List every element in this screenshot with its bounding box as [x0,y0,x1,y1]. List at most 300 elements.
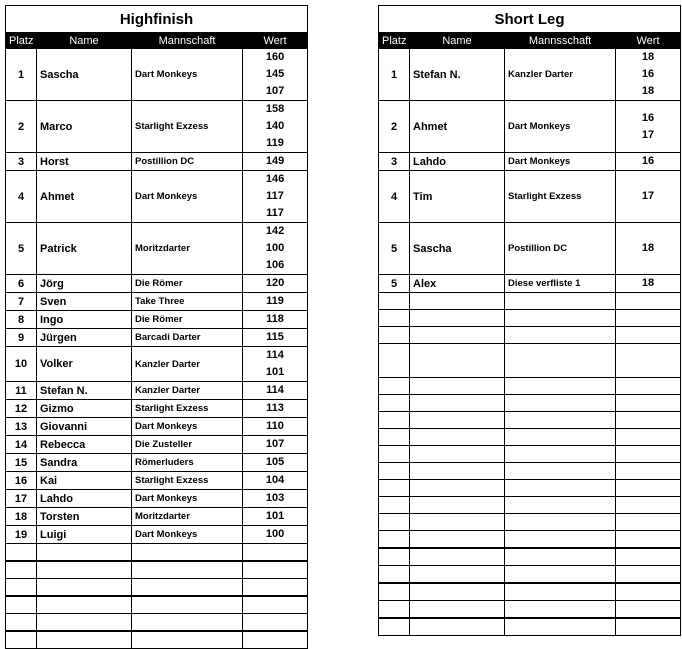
table-row [379,514,681,531]
name-cell [410,395,505,412]
wert-value: 118 [266,313,284,325]
table-row [6,329,308,347]
platz-cell [379,463,410,480]
empty-cell [132,614,243,632]
empty-cell [505,548,616,566]
empty-cell [379,601,410,619]
wert-value: 101 [265,510,285,522]
platz-cell: 10 [6,347,37,382]
platz-cell [379,395,410,412]
wert-cell [616,446,681,463]
team-cell: Kanzler Darter [132,382,243,400]
team-cell: Kanzler Darter [505,49,616,101]
platz-cell: 17 [6,490,37,508]
wert-value: 103 [265,492,285,504]
platz-cell: 3 [379,153,410,171]
name-cell: Lahdo [410,153,505,171]
table-row [379,429,681,446]
table-row [379,412,681,429]
empty-cell [243,596,308,614]
wert-cell [616,293,681,310]
table-row [379,49,681,101]
highfinish-table [5,5,308,649]
wert-value: 110 [266,420,284,432]
wert-value: 18 [641,277,655,289]
empty-row [6,614,308,632]
empty-cell [6,631,37,649]
empty-cell [6,614,37,632]
table-row [379,497,681,514]
empty-cell [379,548,410,566]
name-cell: Tim [410,171,505,223]
platz-cell [379,480,410,497]
wert-cell [616,49,681,101]
empty-cell [37,561,132,579]
team-cell: Starlight Exzess [132,472,243,490]
col-header-wert: Wert [243,33,308,49]
table-row [6,347,308,382]
empty-cell [410,618,505,636]
table-row [379,327,681,344]
wert-value: 146 [265,173,285,185]
platz-cell: 3 [6,153,37,171]
wert-cell [243,436,308,454]
team-cell: Diese verfliste 1 [505,275,616,293]
wert-cell [616,412,681,429]
empty-row [6,631,308,649]
empty-cell [37,596,132,614]
empty-cell [132,544,243,562]
name-cell: Sascha [410,223,505,275]
empty-cell [410,601,505,619]
wert-cell [243,275,308,293]
table-row [379,101,681,153]
team-cell: Moritzdarter [132,508,243,526]
empty-row [379,618,681,636]
table-row [6,171,308,223]
empty-cell [616,583,681,601]
team-cell: Postillion DC [132,153,243,171]
wert-cell [616,429,681,446]
wert-cell [243,454,308,472]
empty-cell [6,544,37,562]
wert-cell [616,223,681,275]
wert-value: 120 [265,277,285,289]
table-row [6,293,308,311]
highfinish-body [6,6,308,649]
platz-cell: 11 [6,382,37,400]
wert-value: 16 [641,155,655,167]
empty-cell [37,631,132,649]
wert-cell [243,49,308,101]
col-header-platz: Platz [6,33,37,49]
empty-cell [132,579,243,597]
name-cell: Lahdo [37,490,132,508]
team-cell: Römerluders [132,454,243,472]
wert-value: 101 [265,366,285,378]
platz-cell [379,514,410,531]
table-row [6,400,308,418]
platz-cell: 2 [379,101,410,153]
wert-value: 117 [266,207,284,219]
team-cell: Die Zusteller [132,436,243,454]
wert-value: 16 [641,111,655,124]
platz-cell: 12 [6,400,37,418]
table-row [6,382,308,400]
empty-cell [379,618,410,636]
platz-cell: 1 [6,49,37,101]
name-cell: Torsten [37,508,132,526]
wert-value: 107 [265,438,285,450]
platz-cell: 1 [379,49,410,101]
table-row [379,171,681,223]
team-cell [505,463,616,480]
name-cell [410,327,505,344]
wert-cell [616,153,681,171]
team-cell: Dart Monkeys [505,101,616,153]
table-row [379,395,681,412]
col-header-name: Name [410,33,505,49]
empty-row [6,544,308,562]
empty-cell [616,566,681,584]
table-row [379,293,681,310]
name-cell: Ingo [37,311,132,329]
wert-value: 114 [266,384,284,396]
wert-cell [616,344,681,378]
table-row [6,490,308,508]
platz-cell: 4 [6,171,37,223]
col-header-platz: Platz [379,33,410,49]
wert-cell [616,395,681,412]
empty-cell [616,531,681,549]
table-row [6,472,308,490]
wert-value: 117 [266,190,284,202]
wert-value: 142 [265,225,285,237]
wert-value: 158 [265,103,285,115]
team-cell: Dart Monkeys [132,171,243,223]
empty-row [6,579,308,597]
team-cell [505,429,616,446]
empty-row [379,566,681,584]
table-row [6,418,308,436]
platz-cell [379,429,410,446]
team-cell: Kanzler Darter [132,347,243,382]
wert-cell [243,101,308,153]
empty-cell [37,579,132,597]
empty-cell [505,583,616,601]
name-cell [410,412,505,429]
team-cell: Dart Monkeys [132,418,243,436]
wert-value: 149 [265,155,285,167]
team-cell [505,378,616,395]
platz-cell [379,344,410,378]
platz-cell [379,497,410,514]
empty-cell [505,531,616,549]
table-row [379,480,681,497]
wert-cell [616,171,681,223]
name-cell: Volker [37,347,132,382]
wert-value: 18 [641,242,655,254]
empty-cell [37,544,132,562]
name-cell: Jürgen [37,329,132,347]
table-row [6,454,308,472]
team-cell: Postillion DC [505,223,616,275]
name-cell [410,378,505,395]
team-cell: Dart Monkeys [132,526,243,544]
wert-cell [243,293,308,311]
wert-value: 104 [265,474,285,486]
empty-cell [132,631,243,649]
platz-cell: 19 [6,526,37,544]
empty-cell [37,614,132,632]
platz-cell: 5 [379,275,410,293]
empty-cell [379,566,410,584]
empty-row [379,583,681,601]
name-cell [410,446,505,463]
name-cell: Marco [37,101,132,153]
table-row [379,223,681,275]
empty-row [6,561,308,579]
wert-value: 160 [265,51,285,63]
name-cell [410,514,505,531]
team-cell [505,480,616,497]
table-row [6,153,308,171]
wert-cell [616,480,681,497]
team-cell [505,344,616,378]
wert-cell [616,378,681,395]
wert-value: 17 [641,128,655,141]
wert-cell [616,514,681,531]
wert-value: 100 [265,528,285,540]
table-row [6,223,308,275]
table-row [379,344,681,378]
empty-cell [410,531,505,549]
empty-cell [379,583,410,601]
team-cell: Die Römer [132,275,243,293]
wert-cell [243,223,308,275]
wert-cell [243,171,308,223]
team-cell [505,310,616,327]
team-cell: Dart Monkeys [132,490,243,508]
wert-cell [616,101,681,153]
name-cell [410,480,505,497]
empty-cell [243,579,308,597]
wert-cell [616,310,681,327]
team-cell [505,514,616,531]
wert-cell [616,327,681,344]
empty-cell [410,566,505,584]
team-cell [505,327,616,344]
team-cell: Dart Monkeys [505,153,616,171]
platz-cell: 5 [379,223,410,275]
name-cell: Stefan N. [37,382,132,400]
table-row [379,463,681,480]
platz-cell [379,378,410,395]
wert-value: 105 [265,456,285,468]
wert-value: 145 [265,68,285,80]
platz-cell: 7 [6,293,37,311]
empty-cell [6,596,37,614]
wert-cell [243,382,308,400]
highfinish-title: Highfinish [6,6,308,33]
shortleg-body [379,6,681,636]
table-row [379,446,681,463]
shortleg-table [378,5,681,636]
name-cell [410,463,505,480]
team-cell [505,497,616,514]
empty-row [379,531,681,549]
name-cell: Giovanni [37,418,132,436]
platz-cell: 16 [6,472,37,490]
wert-cell [243,472,308,490]
empty-cell [243,631,308,649]
table-row [6,49,308,101]
empty-cell [132,596,243,614]
platz-cell: 18 [6,508,37,526]
name-cell: Patrick [37,223,132,275]
wert-cell [243,526,308,544]
name-cell: Sven [37,293,132,311]
empty-cell [243,614,308,632]
wert-cell [243,418,308,436]
empty-cell [132,561,243,579]
team-cell: Barcadi Darter [132,329,243,347]
name-cell [410,497,505,514]
empty-cell [616,601,681,619]
name-cell: Horst [37,153,132,171]
team-cell [505,446,616,463]
wert-cell [243,329,308,347]
platz-cell [379,412,410,429]
wert-cell [243,311,308,329]
empty-row [379,548,681,566]
wert-cell [243,347,308,382]
platz-cell [379,327,410,344]
platz-cell: 2 [6,101,37,153]
platz-cell: 13 [6,418,37,436]
table-row [379,378,681,395]
platz-cell: 9 [6,329,37,347]
wert-cell [616,463,681,480]
name-cell: Kai [37,472,132,490]
col-header-mannschaft: Mannsschaft [505,33,616,49]
platz-cell [379,293,410,310]
name-cell: Ahmet [410,101,505,153]
empty-cell [505,601,616,619]
wert-value: 106 [265,259,285,271]
platz-cell: 5 [6,223,37,275]
wert-cell [616,275,681,293]
table-row [6,436,308,454]
team-cell: Starlight Exzess [505,171,616,223]
team-cell: Die Römer [132,311,243,329]
empty-cell [616,618,681,636]
empty-cell [6,579,37,597]
wert-value: 100 [265,242,285,254]
shortleg-title: Short Leg [379,6,681,33]
wert-value: 113 [266,402,284,414]
wert-value: 107 [265,85,285,97]
wert-value: 17 [641,190,655,202]
name-cell: Rebecca [37,436,132,454]
name-cell: Alex [410,275,505,293]
name-cell: Sascha [37,49,132,101]
name-cell [410,293,505,310]
table-row [6,526,308,544]
wert-value: 16 [641,68,655,80]
wert-value: 18 [641,85,655,97]
name-cell: Jörg [37,275,132,293]
team-cell: Starlight Exzess [132,101,243,153]
table-row [379,153,681,171]
wert-value: 18 [641,51,655,63]
table-row [6,275,308,293]
name-cell: Sandra [37,454,132,472]
team-cell: Starlight Exzess [132,400,243,418]
empty-row [379,601,681,619]
col-header-name: Name [37,33,132,49]
table-row [379,310,681,327]
wert-cell [243,400,308,418]
team-cell [505,412,616,429]
platz-cell: 14 [6,436,37,454]
wert-cell [243,490,308,508]
wert-value: 119 [266,295,284,307]
wert-cell [243,508,308,526]
empty-cell [379,531,410,549]
platz-cell [379,310,410,327]
team-cell [505,395,616,412]
table-row [6,101,308,153]
empty-row [6,596,308,614]
name-cell: Gizmo [37,400,132,418]
empty-cell [410,583,505,601]
wert-cell [243,153,308,171]
platz-cell [379,446,410,463]
empty-cell [410,548,505,566]
empty-cell [6,561,37,579]
empty-cell [616,548,681,566]
platz-cell: 15 [6,454,37,472]
table-row [379,275,681,293]
team-cell: Dart Monkeys [132,49,243,101]
team-cell: Take Three [132,293,243,311]
name-cell [410,344,505,378]
platz-cell: 4 [379,171,410,223]
empty-cell [505,566,616,584]
col-header-mannschaft: Mannschaft [132,33,243,49]
platz-cell: 8 [6,311,37,329]
table-row [6,508,308,526]
team-cell: Moritzdarter [132,223,243,275]
name-cell: Luigi [37,526,132,544]
empty-cell [505,618,616,636]
wert-value: 115 [266,331,284,343]
wert-value: 119 [266,137,284,149]
wert-value: 114 [266,349,284,361]
table-row [6,311,308,329]
platz-cell: 6 [6,275,37,293]
wert-cell [616,497,681,514]
name-cell: Ahmet [37,171,132,223]
empty-cell [243,544,308,562]
name-cell [410,310,505,327]
team-cell [505,293,616,310]
wert-value: 140 [265,120,285,132]
name-cell [410,429,505,446]
empty-cell [243,561,308,579]
col-header-wert: Wert [616,33,681,49]
